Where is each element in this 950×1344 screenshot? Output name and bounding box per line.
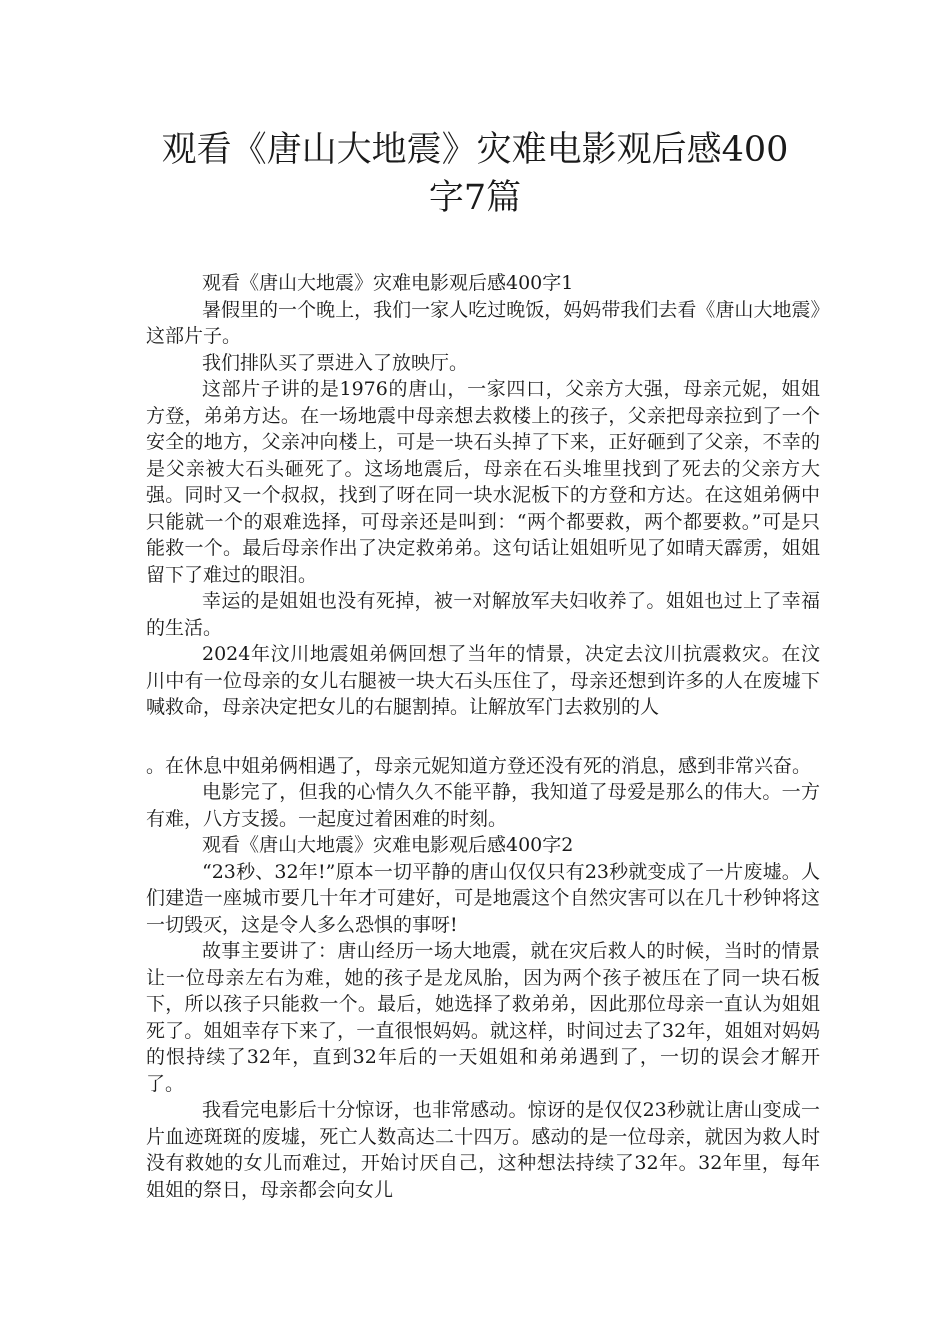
paragraph-4: 幸运的是姐姐也没有死掉，被一对解放军夫妇收养了。姐姐也过上了幸福的生活。 xyxy=(146,590,820,639)
title-line-2: 字7篇 xyxy=(428,178,522,218)
document-title xyxy=(120,126,830,222)
title-line-1: 观看《唐山大地震》灾难电影观后感400 xyxy=(161,130,789,170)
paragraph-8: “23秒、32年!”原本一切平静的唐山仅仅只有23秒就变成了一片废墟。人们建造一座城市要几十年才可建好，可是地震这个自然灾害可以在几十秒钟将这一切毁灭，这是令人多么恐惧的事呀! xyxy=(146,860,820,936)
paragraph-1: 暑假里的一个晚上，我们一家人吃过晚饭，妈妈带我们去看《唐山大地震》这部片子。 xyxy=(146,298,820,347)
document-body xyxy=(146,270,820,1203)
paragraph-6: 。在休息中姐弟俩相遇了，母亲元妮知道方登还没有死的消息，感到非常兴奋。 xyxy=(146,754,812,777)
paragraph-9: 故事主要讲了：唐山经历一场大地震，就在灾后救人的时候，当时的情景让一位母亲左右为难，她的孩子是龙凤胎，因为两个孩子被压在了同一块石板下，所以孩子只能救一个。最后，她选择了救弟弟，因此那位母亲一直认为姐姐死了。姐姐幸存下来了，一直很恨妈妈。就这样，时间过去了32年，姐姐对妈妈的恨持续了32年，直到32年后的一天姐姐和弟弟遇到了，一切的误会才解开了。 xyxy=(146,940,820,1095)
section-heading-2: 观看《唐山大地震》灾难电影观后感400字2 xyxy=(202,834,574,856)
paragraph-gap xyxy=(146,721,820,753)
paragraph-3: 这部片子讲的是1976的唐山，一家四口，父亲方大强，母亲元妮，姐姐方登，弟弟方达。在一场地震中母亲想去救楼上的孩子，父亲把母亲拉到了一个安全的地方，父亲冲向楼上，可是一块石头掉了下来，正好砸到了父亲，不幸的是父亲被大石头砸死了。这场地震后，母亲在石头堆里找到了死去的父亲方大强。同时又一个叔叔，找到了呀在同一块水泥板下的方登和方达。在这姐弟俩中只能就一个的艰难选择，可母亲还是叫到：“两个都要救，两个都要救。”可是只能救一个。最后母亲作出了决定救弟弟。这句话让姐姐听见了如晴天霹雳，姐姐留下了难过的眼泪。 xyxy=(146,378,820,586)
paragraph-2: 我们排队买了票进入了放映厅。 xyxy=(202,351,469,374)
paragraph-10: 我看完电影后十分惊讶，也非常感动。惊讶的是仅仅23秒就让唐山变成一片血迹斑斑的废墟，死亡人数高达二十四万。感动的是一位母亲，就因为救人时没有救她的女儿而难过，开始讨厌自己，这种想法持续了32年。32年里，每年姐姐的祭日，母亲都会向女儿 xyxy=(146,1099,820,1201)
paragraph-7: 电影完了，但我的心情久久不能平静，我知道了母爱是那么的伟大。一方有难，八方支援。一起度过着困难的时刻。 xyxy=(146,781,820,830)
section-heading-1: 观看《唐山大地震》灾难电影观后感400字1 xyxy=(202,272,574,294)
paragraph-5: 2024年汶川地震姐弟俩回想了当年的情景，决定去汶川抗震救灾。在汶川中有一位母亲的女儿右腿被一块大石头压住了，母亲还想到许多的人在废墟下喊救命，母亲决定把女儿的右腿割掉。让解放军门去救别的人 xyxy=(146,643,820,718)
